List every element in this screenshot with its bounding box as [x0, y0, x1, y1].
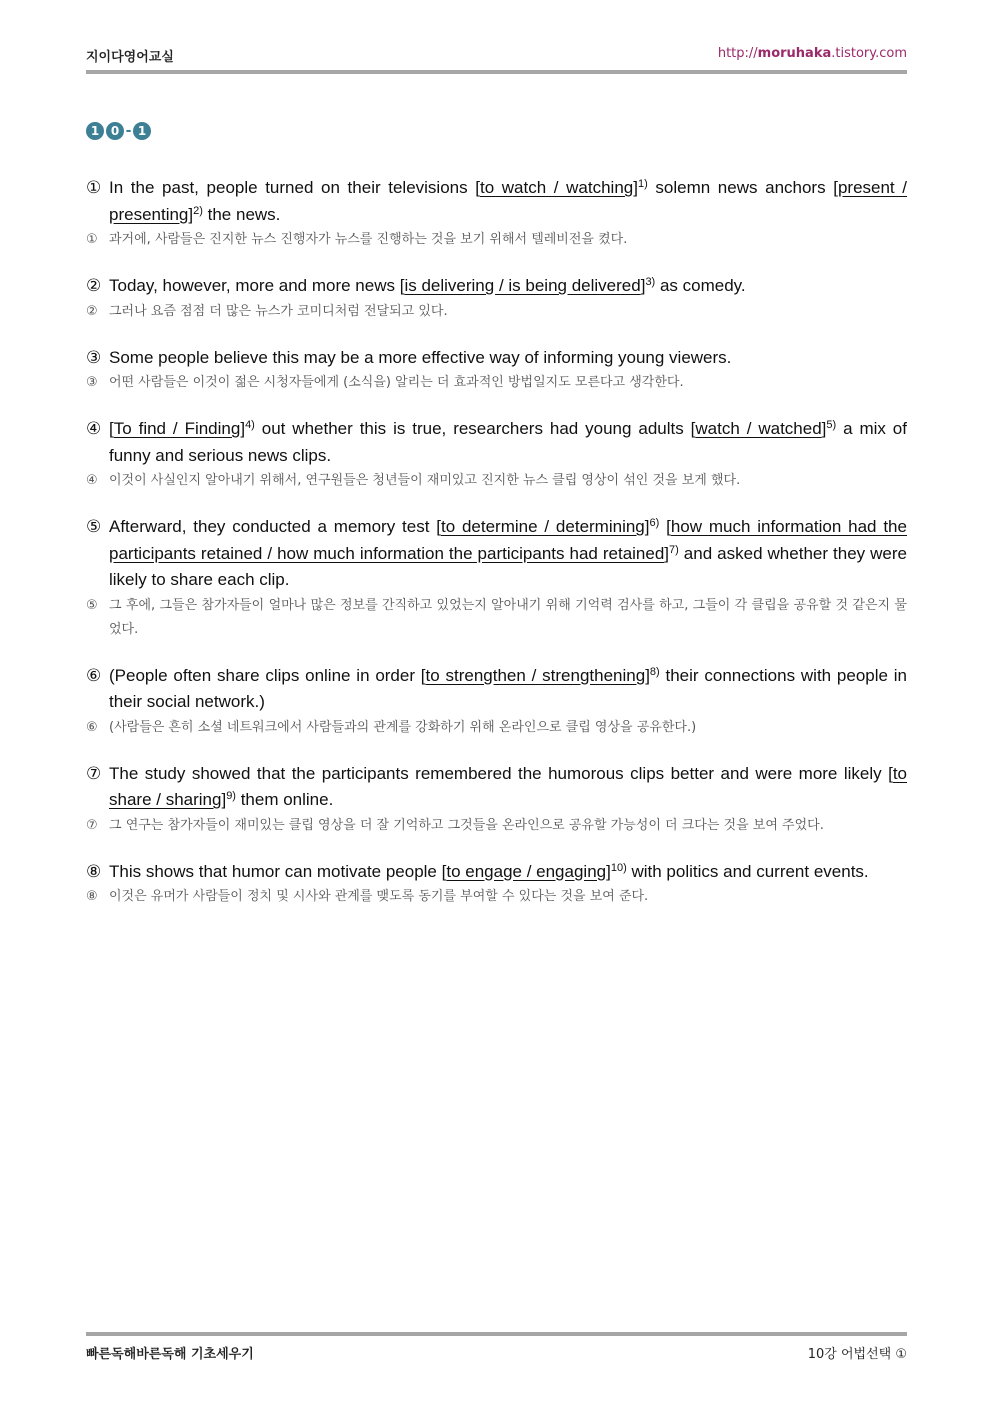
- grammar-choice: to engage / engaging: [446, 861, 607, 881]
- english-sentence: [86, 175, 907, 228]
- sentence-text: [: [109, 419, 114, 438]
- translation-marker: ⑦: [86, 817, 98, 833]
- question-number: 5): [826, 419, 837, 431]
- sentence-text: (People often share clips online in order [: [109, 665, 426, 685]
- translation-marker: ②: [86, 303, 98, 319]
- grammar-choice: to watch / watching: [479, 178, 634, 197]
- exercise-item: [86, 761, 907, 838]
- korean-translation: [86, 716, 907, 740]
- sentence-text: them online.: [235, 790, 334, 809]
- grammar-choice: how much information had the participants retained / how much information the participants had retained: [109, 517, 907, 563]
- question-number: 3): [645, 276, 656, 288]
- url-suffix: .tistory.com: [831, 46, 907, 61]
- translation-text: 그러나 요즘 점점 더 많은 뉴스가 코미디처럼 전달되고 있다.: [109, 303, 448, 319]
- sentence-text: ]: [188, 204, 194, 224]
- exercise-item: [86, 663, 907, 740]
- sentence-text: ]: [240, 419, 246, 438]
- section-number-3: 1: [133, 122, 151, 140]
- footer-book-title: 빠른독해바른독해 기초세우기: [86, 1347, 254, 1362]
- sentence-text: ]: [633, 178, 638, 197]
- question-number: 8): [649, 665, 660, 678]
- korean-translation: [86, 594, 907, 642]
- sentence-text: solemn news anchors [: [647, 178, 838, 197]
- translation-marker: ⑧: [86, 889, 98, 904]
- korean-translation: [86, 469, 907, 493]
- question-number: 10): [610, 861, 627, 874]
- page-header: [86, 46, 907, 66]
- grammar-choice: is delivering / is being delivered: [404, 276, 641, 295]
- english-sentence: [86, 514, 907, 594]
- exercise-list: [86, 175, 907, 930]
- sentence-text: ]: [664, 543, 670, 563]
- sentence-text: their connections with people in their social network.): [109, 665, 907, 711]
- grammar-choice: to determine / determining: [440, 517, 645, 536]
- exercise-item: [86, 859, 907, 910]
- exercise-item: [86, 175, 907, 252]
- header-divider: [86, 70, 907, 74]
- url-bold: moruhaka: [757, 46, 832, 61]
- exercise-item: [86, 416, 907, 493]
- translation-marker: ③: [86, 375, 98, 390]
- english-sentence: [86, 416, 907, 469]
- translation-text: 그 후에, 그들은 참가자들이 얼마나 많은 정보를 간직하고 있었는지 알아내기 위해 기억력 검사를 하고, 그들이 각 클립을 공유할 것 같은지 물었다.: [109, 597, 907, 637]
- korean-translation: [86, 814, 907, 838]
- sentence-text: [: [659, 517, 671, 536]
- sentence-text: ]: [645, 665, 650, 685]
- translation-marker: ⑥: [86, 719, 98, 735]
- sentence-text: and asked whether they were likely to share each clip.: [109, 543, 907, 589]
- grammar-choice: to strengthen / strengthening: [425, 665, 646, 685]
- question-number: 2): [193, 204, 203, 217]
- translation-marker: ①: [86, 232, 98, 247]
- korean-translation: [86, 300, 907, 324]
- translation-marker: ④: [86, 473, 98, 488]
- sentence-text: ]: [640, 276, 646, 295]
- english-sentence: [86, 663, 907, 716]
- sentence-text: Today, however, more and more news [: [109, 276, 405, 295]
- item-marker: ②: [86, 276, 102, 295]
- item-marker: ⑦: [86, 763, 102, 783]
- exercise-item: [86, 345, 907, 396]
- grammar-choice: To find / Finding: [113, 419, 241, 438]
- question-number: 4): [245, 419, 255, 431]
- section-number-1: 1: [86, 122, 104, 140]
- translation-text: 이것이 사실인지 알아내기 위해서, 연구원들은 청년들이 재미있고 진지한 뉴스 클립 영상이 섞인 것을 보게 했다.: [109, 473, 741, 488]
- item-marker: ④: [86, 419, 102, 438]
- translation-text: 이것은 유머가 사람들이 정치 및 시사와 관계를 맺도록 동기를 부여할 수 있다는 것을 보여 준다.: [109, 889, 649, 904]
- translation-marker: ⑤: [86, 597, 98, 613]
- grammar-choice: present / presenting: [109, 178, 908, 224]
- sentence-text: The study showed that the participants remembered the humorous clips better and were more likely [: [109, 763, 893, 783]
- question-number: 7): [669, 543, 679, 556]
- question-number: 1): [637, 178, 648, 190]
- sentence-text: Afterward, they conducted a memory test [: [109, 517, 441, 536]
- item-marker: ①: [86, 178, 102, 197]
- english-sentence: [86, 859, 907, 886]
- korean-translation: [86, 885, 907, 909]
- exercise-item: [86, 514, 907, 642]
- sentence-text: out whether this is true, researchers had young adults [: [254, 419, 696, 438]
- english-sentence: [86, 761, 907, 814]
- section-label: [86, 119, 151, 143]
- question-number: 6): [649, 517, 660, 529]
- korean-translation: [86, 371, 907, 395]
- section-dash: -: [125, 123, 132, 139]
- sentence-text: This shows that humor can motivate people [: [109, 861, 447, 881]
- footer-lesson: 10강 어법선택 ①: [807, 1347, 907, 1362]
- sentence-text: Some people believe this may be a more effective way of informing young viewers.: [109, 347, 732, 367]
- sentence-text: with politics and current events.: [626, 861, 869, 881]
- item-marker: ⑥: [86, 665, 102, 685]
- header-url[interactable]: [718, 46, 907, 61]
- translation-text: 그 연구는 참가자들이 재미있는 클립 영상을 더 잘 기억하고 그것들을 온라인으로 공유할 가능성이 더 크다는 것을 보여 주었다.: [109, 817, 824, 833]
- sentence-text: as comedy.: [655, 276, 746, 295]
- sentence-text: ]: [606, 861, 611, 881]
- english-sentence: [86, 273, 907, 300]
- sentence-text: a mix of funny and serious news clips.: [109, 419, 907, 465]
- sentence-text: ]: [821, 419, 827, 438]
- sentence-text: ]: [221, 790, 227, 809]
- question-number: 9): [226, 790, 236, 802]
- translation-text: 과거에, 사람들은 진지한 뉴스 진행자가 뉴스를 진행하는 것을 보기 위해서 텔레비전을 켰다.: [109, 232, 628, 247]
- item-marker: ③: [86, 347, 102, 367]
- korean-translation: [86, 228, 907, 252]
- footer-divider: [86, 1332, 907, 1336]
- translation-text: 어떤 사람들은 이것이 젊은 시청자들에게 (소식을) 알리는 더 효과적인 방법일지도 모른다고 생각한다.: [109, 375, 684, 390]
- section-number-2: 0: [106, 122, 124, 140]
- page-footer: [86, 1343, 907, 1363]
- url-prefix: http://: [717, 46, 758, 61]
- item-marker: ⑧: [86, 861, 102, 881]
- exercise-item: [86, 273, 907, 324]
- item-marker: ⑤: [86, 517, 102, 536]
- grammar-choice: to share / sharing: [109, 763, 907, 809]
- sentence-text: the news.: [202, 204, 281, 224]
- translation-text: (사람들은 흔히 소셜 네트워크에서 사람들과의 관계를 강화하기 위해 온라인으로 클립 영상을 공유한다.): [109, 719, 697, 735]
- english-sentence: [86, 345, 907, 372]
- sentence-text: In the past, people turned on their televisions [: [109, 178, 480, 197]
- sentence-text: ]: [644, 517, 650, 536]
- header-title: 지이다영어교실: [86, 50, 174, 65]
- grammar-choice: watch / watched: [695, 419, 822, 438]
